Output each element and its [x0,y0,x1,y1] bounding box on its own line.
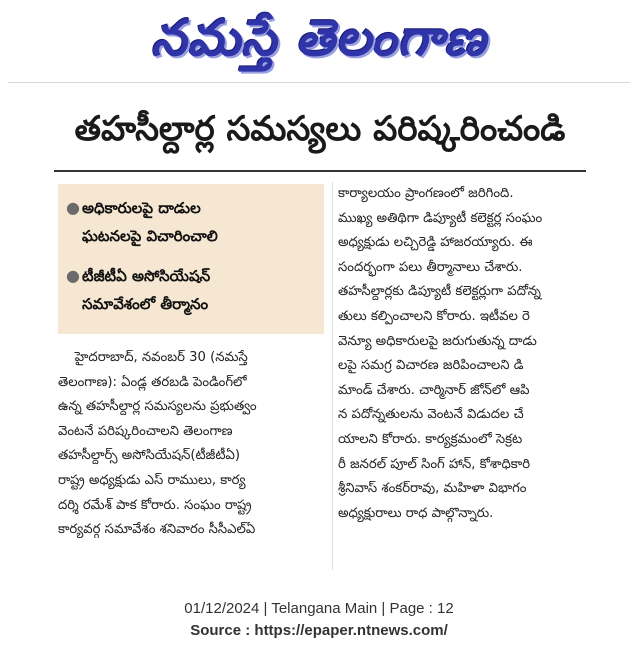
text-line: ఉన్న తహసీల్దార్ల సమస్యలను ప్రభుత్వం [58,399,257,415]
text-line: రాష్ట్ర అధ్యక్షుడు ఎస్‌ రాములు, కార్య [58,472,246,488]
text-line: కార్యవర్గ సమావేశం శనివారం సీసీఎల్‌ఏ [58,522,256,538]
text-line: అధ్యక్షురాలు రాధ పాల్గొన్నారు. [338,505,494,521]
newspaper-masthead [0,6,638,70]
text-line: హైదరాబాద్‌, నవంబర్‌ 30 (నమస్తే [58,350,248,365]
text-line: ముఖ్య అతిథిగా డిప్యూటీ కలెక్టర్ల సంఘం [338,210,543,226]
bullet-line: ఘటనలపై విచారించాలి [82,227,218,245]
masthead-divider [8,82,630,83]
highlight-bullet-2 [68,262,318,318]
text-line: తెలంగాణ): ఏండ్ల తరబడి పెండింగ్‌లో [58,374,247,390]
article-right-column [338,182,586,526]
text-line: తులు కల్పించాలని కోరారు. ఇటీవల రె [338,308,530,324]
footer-source-link[interactable]: Source : https://epaper.ntnews.com/ [190,622,448,639]
text-line: తహసీల్దార్లకు డిప్యూటీ కలెక్టర్లుగా పదోన్న [338,284,541,300]
article-left-column [58,346,326,543]
text-line: అధ్యక్షుడు లచ్చిరెడ్డి హాజరయ్యారు. ఈ [338,235,533,251]
epaper-footer [0,598,638,642]
text-line: మాండ్‌ చేశారు. చార్మినార్‌ జోన్‌లో ఆపి [338,382,530,398]
text-line: న పదోన్నతులను వెంటనే విడుదల చే [338,407,524,423]
bullet-line: అధికారులపై దాడుల [82,199,201,217]
bullet-line: టీజీటీఏ అసోసియేషన్ [82,267,211,285]
text-line: తహసీల్దార్స్‌ అసోసియేషన్‌(టీజీటీఏ) [58,448,241,464]
text-line: యాలని కోరారు. కార్యక్రమంలో సెక్రట [338,431,523,447]
column-divider [332,182,333,570]
text-line: కార్యాలయం ప్రాంగణంలో జరిగింది. [338,186,514,201]
highlight-bullet-1 [68,194,318,250]
bullet-line: సమావేశంలో తీర్మానం [82,295,209,313]
text-line: వెంటనే పరిష్కరించాలని తెలంగాణ [58,423,233,439]
text-line: రీ జనరల్‌ పూల్‌ సింగ్‌ హాన్‌, కోశాధికారి [338,456,531,472]
text-line: సందర్భంగా పలు తీర్మానాలు చేశారు. [338,259,523,275]
article-headline: తహసీల్దార్ల సమస్యలు పరిష్కరించండి [74,109,566,149]
bullet-dot-icon: ● [66,198,80,217]
masthead-title: నమస్తే తెలంగాణ [151,9,487,67]
text-line: లపై సమగ్ర విచారణ జరిపించాలని డి [338,358,524,374]
text-line: శ్రీనివాస్‌ శంకర్‌రావు, మహిళా విభాగం [338,481,527,497]
text-line: వెన్యూ అధికారులపై జరుగుతున్న దాడు [338,333,537,349]
article-clipping [54,96,586,574]
headline-divider [54,170,586,172]
footer-date-edition: 01/12/2024 | Telangana Main | Page : 12 [184,600,454,617]
text-line: దర్శి రమేశ్‌ పాక కోరారు. సంఘం రాష్ట్ర [58,497,252,513]
bullet-dot-icon: ● [66,266,80,285]
